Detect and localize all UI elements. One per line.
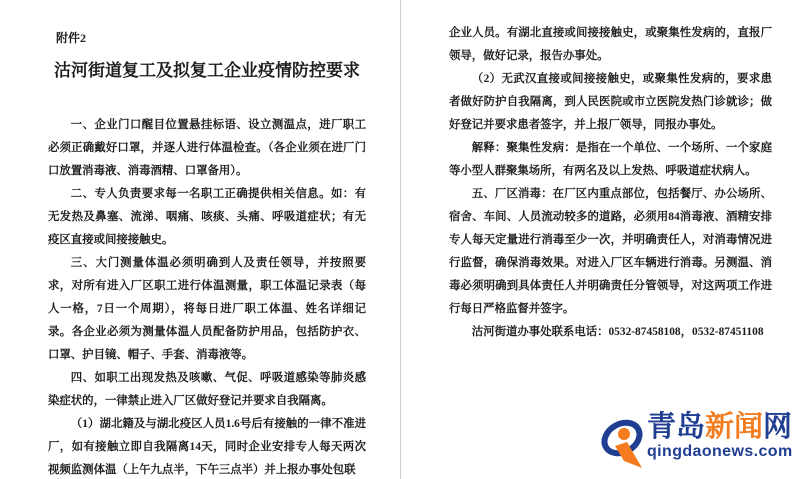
- page1-paragraph-4: 四、如职工出现发热及咳嗽、气促、呼吸道感染等肺炎感染症状的，一律禁止进入厂区做好登记并要求自我隔离。: [48, 372, 366, 407]
- contact-phone-line: 沽河街道办事处联系电话：0532-87458108，0532-87451108: [471, 326, 764, 338]
- page1-paragraph-2: 二、专人负责要求每一名职工正确提供相关信息。如：有无发热及鼻塞、流涕、咽痛、咳痰、头痛、呼吸道症状；有无疫区直接或间接接触史。: [48, 188, 366, 246]
- attachment-label: 附件2: [56, 31, 87, 45]
- site-name-part-blue-left: 青岛: [647, 411, 706, 443]
- page-divider: [400, 0, 401, 479]
- page-1: [48, 0, 366, 479]
- page1-paragraph-5: （1）湖北籍及与湖北疫区人员1.6号后有接触的一律不准进厂，如有接触立即自我隔离14天，同时企业安排专人每天两次视频监测体温（上午九点半，下午三点半）并上报办事处包联: [48, 418, 366, 476]
- page2-paragraph-2: （2）无武汉直接或间接接触史，或聚集性发病的，要求患者做好防护自我隔离，到人民医院或市立医院发热门诊就诊；做好登记并要求患者签字，并上报厂领导，同报办事处。: [449, 73, 772, 131]
- page2-paragraph-3: 解释：聚集性发病：是指在一个单位、一个场所、一个家庭等小型人群聚集场所，有两名及以上发热、呼吸道症状病人。: [449, 142, 772, 177]
- site-name-part-blue-right: 网: [763, 411, 793, 443]
- document-title: 沽河街道复工及拟复工企业疫情防控要求: [54, 61, 360, 80]
- site-name: [647, 412, 793, 443]
- site-url: qingdaonews.com: [647, 443, 793, 460]
- page2-paragraph-1: 企业人员。有湖北直接或间接接触史，或聚集性发病的，直报厂领导，做好记录，报告办事处。: [449, 27, 772, 62]
- site-name-part-orange: 新闻: [705, 411, 764, 443]
- qingdaonews-logo-text: [647, 405, 793, 460]
- page2-paragraph-4: 五、厂区消毒：在厂区内重点部位，包括餐厅、办公场所、宿舍、车间、人员流动较多的道路，必须用84消毒液、酒精安排专人每天定量进行消毒至少一次，并明确责任人，对消毒情况进行监督，确保消毒效果。对进入厂区车辆进行消毒。另测温、消毒必须明确到具体责任人并明确责任分管领导，对这两项工作进行每日严格监督并签字。: [449, 188, 772, 315]
- page1-paragraph-1: 一、企业门口醒目位置悬挂标语、设立测温点，进厂职工必须正确戴好口罩，并逐人进行体温检查。（各企业须在进厂门口放置消毒液、消毒酒精、口罩备用）。: [48, 119, 366, 177]
- qingdaonews-logo-icon: [601, 411, 645, 475]
- page1-paragraph-3: 三、大门测量体温必须明确到人及责任领导，并按照要求，对所有进入厂区职工进行体温测量，职工体温记录表（每人一格，7日一个周期），将每日进厂职工体温、姓名详细记录。各企业必须为测量体温人员配备防护用品，包括防护衣、口罩、护目镜、帽子、手套、消毒液等。: [48, 257, 366, 361]
- page-2: [449, 0, 772, 344]
- qingdaonews-logo: [601, 405, 797, 475]
